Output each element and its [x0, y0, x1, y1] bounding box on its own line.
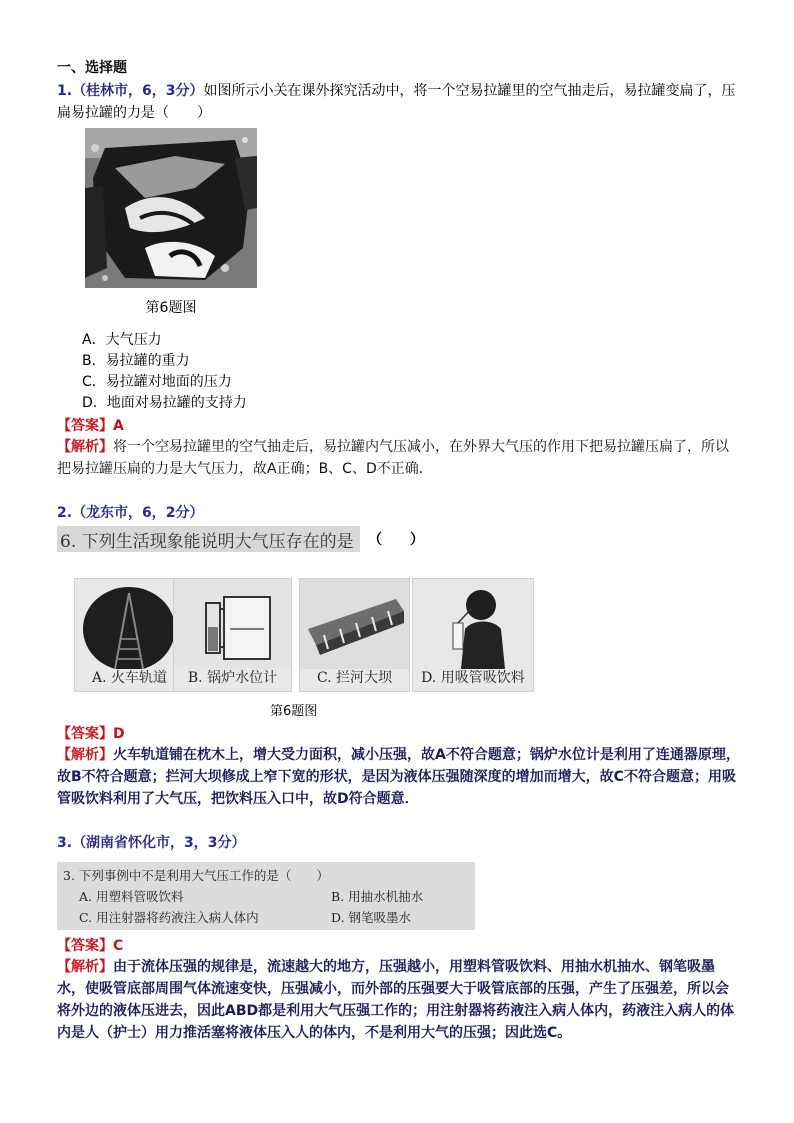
railway-tunnel-icon — [75, 579, 184, 669]
question-2-stem — [57, 502, 741, 524]
option-d: D．地面对易拉罐的支持力 — [82, 395, 247, 411]
question-1-figure-caption: 第6题图 — [145, 300, 197, 316]
explanation-tag: 【解析】 — [57, 439, 113, 455]
question-3-stem — [57, 832, 741, 854]
explanation-text: 由于流体压强的规律是，流速越大的地方，压强越小，用塑料管吸饮料、用抽水机抽水、钢笔吸墨水，使吸管底部周围气体流速变快，压强减小，而外部的压强要大于吸管底部的压强，产生了压强差，所以会将外边的液体压进去，因此ABD都是利用大气压强工作的；用注射器将药液注入病人体内，药液注入病人的体内是人（护士）用力推活塞将液体压入人的体内，不是利用大气的压强；因此选C。 — [57, 959, 735, 1041]
document-page — [57, 58, 741, 1044]
question-1-options — [82, 330, 741, 414]
answer-tag: 【答案】 — [57, 726, 113, 742]
explanation-text: 将一个空易拉罐里的空气抽走后，易拉罐内气压减小，在外界大气压的作用下把易拉罐压扁了，所以把易拉罐压扁的力是大气压力，故A正确；B、C、D不正确． — [57, 439, 729, 477]
choice-a-label: A. 火车轨道 — [91, 670, 167, 686]
question-1-answer — [57, 416, 741, 436]
question-2-explanation — [57, 744, 741, 810]
scan-option-a: A. 用塑料管吸饮料 — [79, 889, 184, 904]
option-a: A．大气压力 — [82, 332, 162, 348]
explanation-tag: 【解析】 — [57, 747, 113, 763]
child-drinking-straw-icon — [413, 579, 533, 669]
question-3-source: （湖南省怀化市，3，3分） — [72, 835, 246, 851]
answer-tag: 【答案】 — [57, 418, 113, 434]
question-2-choice-figures — [57, 578, 741, 696]
choice-b-figure — [173, 578, 292, 692]
question-1 — [57, 80, 741, 480]
question-2-answer — [57, 724, 741, 744]
question-2-scan-stem: 6. 下列生活现象能说明大气压存在的是 — [57, 526, 360, 552]
answer-value: D — [113, 726, 125, 742]
answer-tag: 【答案】 — [57, 938, 113, 954]
option-c: C．易拉罐对地面的压力 — [82, 374, 232, 390]
question-2 — [57, 502, 741, 810]
answer-value: C — [113, 938, 124, 954]
dam-icon — [300, 579, 409, 669]
question-1-source: （桂林市，6，3分） — [72, 83, 204, 99]
question-2-source: （龙东市，6，2分） — [72, 505, 204, 521]
question-3-scan-stem: 3. 下列事例中不是利用大气压工作的是（ ） — [63, 868, 329, 883]
choice-c-label: C. 拦河大坝 — [316, 670, 393, 686]
question-3 — [57, 832, 741, 1044]
question-1-figure — [85, 128, 257, 318]
choice-c-figure — [299, 578, 410, 692]
scan-option-c: C. 用注射器将药液注入病人体内 — [79, 910, 259, 925]
question-2-paren: （ ） — [368, 532, 424, 548]
question-3-number: 3. — [57, 835, 73, 851]
scan-option-d: D. 钢笔吸墨水 — [331, 910, 412, 925]
section-title: 一、选择题 — [57, 60, 127, 76]
question-3-explanation — [57, 956, 741, 1044]
explanation-text: 火车轨道铺在枕木上，增大受力面积，减小压强，故A不符合题意；锅炉水位计是利用了连通器原理，故B不符合题意；拦河大坝修成上窄下宽的形状，是因为液体压强随深度的增加而增大，故C不符合题意；用吸管吸饮料利用了大气压，把饮料压入口中，故D符合题意． — [57, 747, 740, 807]
question-1-explanation — [57, 436, 741, 480]
scan-option-b: B. 用抽水机抽水 — [331, 889, 424, 904]
question-2-number: 2. — [57, 505, 73, 521]
choice-d-label: D. 用吸管吸饮料 — [421, 670, 525, 686]
question-1-number: 1. — [57, 83, 73, 99]
answer-value: A — [113, 418, 124, 434]
question-2-scan-row — [57, 526, 741, 552]
choice-a-figure — [74, 578, 185, 692]
boiler-gauge-icon — [174, 579, 291, 669]
choice-b-label: B. 锅炉水位计 — [187, 670, 278, 686]
question-2-figure-caption: 第6题图 — [270, 704, 318, 719]
explanation-tag: 【解析】 — [57, 959, 113, 975]
option-b: B．易拉罐的重力 — [82, 353, 190, 369]
question-1-text: 如图所示小关在课外探究活动中，将一个空易拉罐里的空气抽走后，易拉罐变扁了，压扁易拉罐的力是（ ） — [57, 83, 736, 121]
question-1-stem — [57, 80, 741, 124]
crushed-can-photo — [85, 128, 257, 288]
question-3-answer — [57, 936, 741, 956]
question-3-scan-box — [57, 862, 475, 930]
choice-d-figure — [412, 578, 534, 692]
